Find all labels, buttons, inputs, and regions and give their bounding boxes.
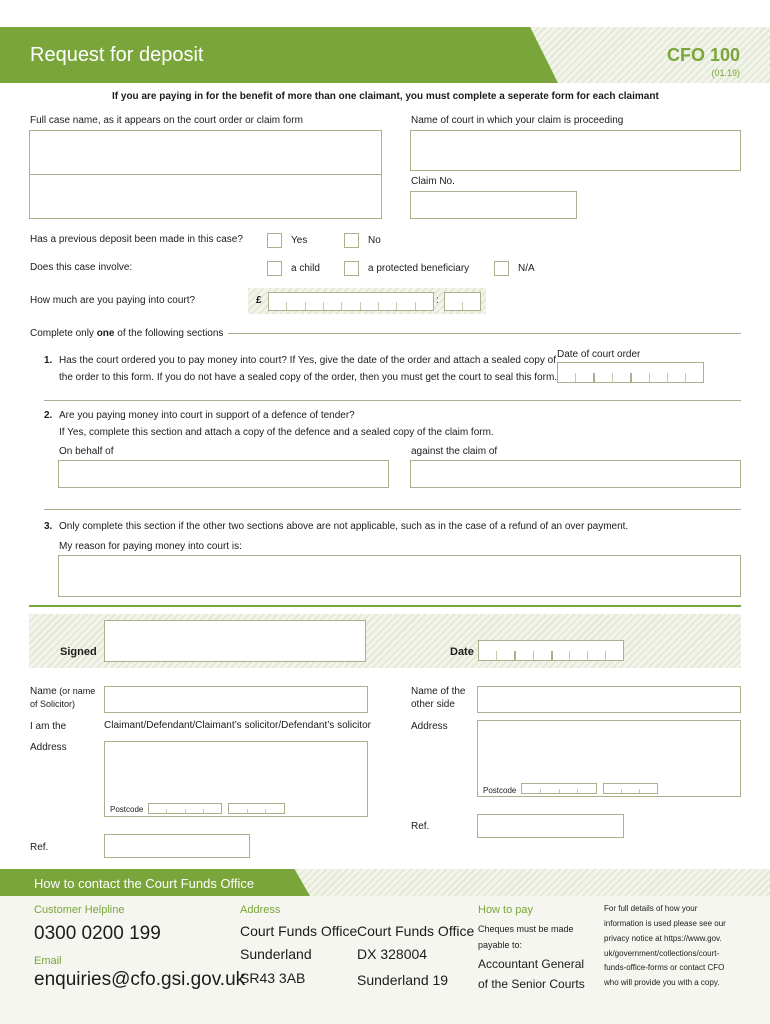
- name-label-sub-2: of Solicitor): [30, 699, 76, 709]
- email-address[interactable]: enquiries@cfo.gsi.gov.uk: [34, 969, 246, 990]
- sections-intro-emphasis: one: [96, 328, 115, 339]
- section-1-line-1: Has the court ordered you to pay money into court? If Yes, give the date of the order and attach a sealed copy of: [59, 355, 556, 366]
- court-order-date-label: Date of court order: [557, 349, 641, 360]
- previous-deposit-yes-checkbox[interactable]: [267, 233, 282, 248]
- signature-date-label: Date: [450, 646, 474, 658]
- privacy-line-3: privacy notice at https://www.gov.: [604, 934, 722, 943]
- on-behalf-of-label: On behalf of: [59, 446, 114, 457]
- instruction-text: If you are paying in for the benefit of more than one claimant, you must complete a seperate form for each claimant: [112, 91, 659, 102]
- other-side-label-1: Name of the: [411, 686, 466, 697]
- child-label: a child: [291, 263, 320, 274]
- protected-beneficiary-checkbox[interactable]: [344, 261, 359, 276]
- helpline-label: Customer Helpline: [34, 904, 125, 916]
- section-1-number: 1.: [44, 355, 53, 366]
- address-heading: Address: [240, 904, 281, 916]
- on-behalf-of-input[interactable]: [58, 460, 389, 488]
- name-input[interactable]: [104, 686, 368, 713]
- na-label: N/A: [518, 263, 535, 274]
- how-to-pay-heading: How to pay: [478, 904, 534, 916]
- case-name-input-1[interactable]: [29, 130, 382, 175]
- other-address-label: Address: [411, 721, 448, 732]
- section-2-number: 2.: [44, 410, 53, 421]
- address-2-line-2: DX 328004: [357, 946, 428, 962]
- other-side-label-2: other side: [411, 699, 455, 710]
- address-label: Address: [30, 742, 67, 753]
- child-checkbox[interactable]: [267, 261, 282, 276]
- page-title: Request for deposit: [30, 44, 204, 66]
- signature-input[interactable]: [104, 620, 366, 662]
- previous-deposit-no-label: No: [368, 235, 381, 246]
- name-label-sub: (or name: [56, 686, 96, 696]
- payee-2: of the Senior Courts: [478, 977, 585, 991]
- other-side-name-input[interactable]: [477, 686, 741, 713]
- address-2-line-3: Sunderland 19: [357, 972, 449, 988]
- ref-label: Ref.: [30, 842, 49, 853]
- postcode-input-2[interactable]: [228, 803, 285, 814]
- helpline-phone: 0300 0200 199: [34, 923, 161, 944]
- privacy-line-5: funds-office-forms or contact CFO: [604, 963, 725, 972]
- pence-input[interactable]: [444, 292, 481, 311]
- section-2-line-1: Are you paying money into court in support of a defence of tender?: [59, 410, 355, 421]
- section-2-rule: [44, 509, 741, 510]
- address-1-line-3: SR43 3AB: [240, 970, 306, 986]
- case-name-input-2[interactable]: [29, 174, 382, 219]
- postcode-input-1[interactable]: [148, 803, 222, 814]
- claim-no-label: Claim No.: [411, 176, 455, 187]
- name-label-main: Name: [30, 686, 57, 697]
- pounds-input[interactable]: [268, 292, 434, 311]
- privacy-line-4: uk/government/collections/court-: [604, 949, 720, 958]
- sections-intro-after: of the following sections: [114, 328, 224, 339]
- reason-input[interactable]: [58, 555, 741, 597]
- previous-deposit-yes-label: Yes: [291, 235, 308, 246]
- currency-symbol: £: [256, 295, 262, 306]
- other-postcode-label: Postcode: [483, 786, 517, 795]
- contact-heading: How to contact the Court Funds Office: [34, 876, 255, 891]
- pay-note-2: payable to:: [478, 940, 523, 950]
- other-ref-input[interactable]: [477, 814, 624, 838]
- case-involve-question: Does this case involve:: [30, 262, 133, 273]
- address-2-line-1: Court Funds Office: [357, 923, 475, 939]
- reason-label: My reason for paying money into court is:: [59, 541, 242, 552]
- ref-input[interactable]: [104, 834, 250, 858]
- privacy-line-6: who will provide you with a copy.: [604, 978, 720, 987]
- sections-intro-rule: [228, 333, 741, 334]
- case-name-label: Full case name, as it appears on the court order or claim form: [30, 115, 303, 126]
- court-order-date-input[interactable]: [557, 362, 704, 383]
- section-3-line-1: Only complete this section if the other two sections above are not applicable, such as in the case of a refund of an over payment.: [59, 521, 629, 532]
- amount-question: How much are you paying into court?: [30, 295, 196, 306]
- address-1-line-2: Sunderland: [240, 946, 312, 962]
- i-am-value[interactable]: Claimant/Defendant/Claimant’s solicitor/Defendant’s solicitor: [104, 720, 371, 731]
- section-3-number: 3.: [44, 521, 53, 532]
- section-2-line-2: If Yes, complete this section and attach a copy of the defence and a sealed copy of the claim form.: [59, 427, 494, 438]
- protected-beneficiary-label: a protected beneficiary: [368, 263, 470, 274]
- against-claim-label: against the claim of: [411, 446, 498, 457]
- signature-date-input[interactable]: [478, 640, 624, 661]
- name-label: [30, 685, 95, 698]
- na-checkbox[interactable]: [494, 261, 509, 276]
- email-label: Email: [34, 955, 62, 967]
- section-3-rule: [29, 605, 741, 607]
- other-postcode-input-2[interactable]: [603, 783, 658, 794]
- i-am-label: I am the: [30, 721, 67, 732]
- other-postcode-input-1[interactable]: [521, 783, 597, 794]
- address-1-line-1: Court Funds Office: [240, 923, 358, 939]
- previous-deposit-no-checkbox[interactable]: [344, 233, 359, 248]
- sections-intro-before: Complete only: [30, 328, 97, 339]
- section-1-rule: [44, 400, 741, 401]
- postcode-label: Postcode: [110, 805, 144, 814]
- pence-separator: :: [436, 295, 439, 306]
- signed-label: Signed: [60, 646, 97, 658]
- privacy-line-2: information is used please see our: [604, 919, 726, 928]
- privacy-line-1: For full details of how your: [604, 904, 698, 913]
- form-version: (01.19): [711, 68, 740, 78]
- court-name-input[interactable]: [410, 130, 741, 171]
- sections-intro: [30, 328, 223, 340]
- court-name-label: Name of court in which your claim is proceeding: [411, 115, 624, 126]
- against-claim-input[interactable]: [410, 460, 741, 488]
- pay-note-1: Cheques must be made: [478, 924, 574, 934]
- payee-1: Accountant General: [478, 957, 585, 971]
- section-1-line-2: the order to this form. If you do not have a sealed copy of the order, then you must get the court to seal this form.: [59, 372, 558, 383]
- form-code: CFO 100: [666, 45, 740, 65]
- claim-no-input[interactable]: [410, 191, 577, 219]
- other-ref-label: Ref.: [411, 821, 430, 832]
- previous-deposit-question: Has a previous deposit been made in this case?: [30, 234, 243, 245]
